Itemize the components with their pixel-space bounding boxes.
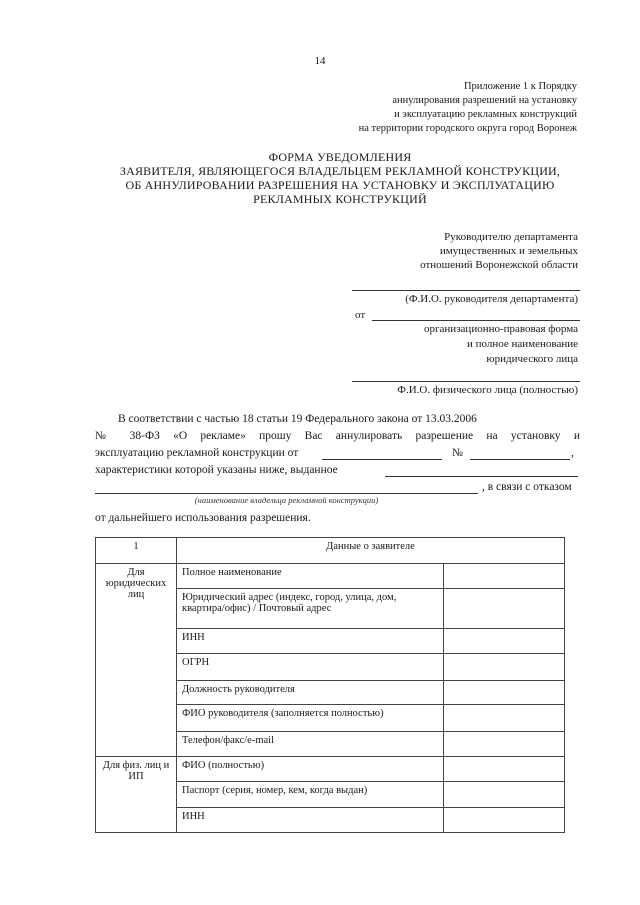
field-label: Телефон/факс/e-mail xyxy=(177,732,444,757)
field-label: Полное наименование xyxy=(177,564,444,589)
value-cell[interactable] xyxy=(444,782,565,808)
appendix-line: аннулирования разрешений на установку xyxy=(392,95,577,106)
person-fio-caption: Ф.И.О. физического лица (полностью) xyxy=(397,384,578,396)
body-line: № 38-ФЗ «О рекламе» прошу Вас аннулировать разрешение на установку и xyxy=(95,430,580,442)
permit-number-line[interactable] xyxy=(470,459,570,460)
table-header-title: Данные о заявителе xyxy=(177,538,565,564)
permit-date-line[interactable] xyxy=(322,459,442,460)
value-cell[interactable] xyxy=(444,808,565,833)
legal-entity-group-label: Для юридических лиц xyxy=(96,564,177,757)
table-row xyxy=(96,564,565,589)
value-cell[interactable] xyxy=(444,654,565,681)
applicant-data-table xyxy=(95,537,565,833)
owner-caption: (наименование владельца рекламной конструкции) xyxy=(194,495,379,505)
org-caption-line: организационно-правовая форма xyxy=(424,323,578,335)
from-line[interactable] xyxy=(372,320,580,321)
appendix-line: Приложение 1 к Порядку xyxy=(463,81,577,92)
field-label: ИНН xyxy=(177,808,444,833)
addressee-block xyxy=(420,230,578,272)
value-cell[interactable] xyxy=(444,681,565,705)
head-fio-caption: (Ф.И.О. руководителя департамента) xyxy=(405,293,578,305)
field-label: ФИО руководителя (заполняется полностью) xyxy=(177,705,444,732)
number-sign: № xyxy=(452,447,463,459)
body-line: эксплуатацию рекламной конструкции от xyxy=(95,447,299,459)
body-line: , в связи с отказом xyxy=(482,481,572,493)
person-fio-line[interactable] xyxy=(352,381,580,382)
field-label: ФИО (полностью) xyxy=(177,757,444,782)
value-cell[interactable] xyxy=(444,589,565,629)
form-title-line: ЗАЯВИТЕЛЯ, ЯВЛЯЮЩЕГОСЯ ВЛАДЕЛЬЦЕМ РЕКЛАМНОЙ КОНСТРУКЦИИ, xyxy=(119,164,561,178)
body-line: от дальнейшего использования разрешения. xyxy=(95,512,311,524)
field-label: ИНН xyxy=(177,629,444,654)
org-caption-line: и полное наименование xyxy=(467,338,578,350)
addressee-line: Руководителю департамента xyxy=(444,231,578,243)
value-cell[interactable] xyxy=(444,757,565,782)
body-line: характеристики которой указаны ниже, выданное xyxy=(95,464,338,476)
table-row xyxy=(96,757,565,782)
individual-group-label: Для физ. лиц и ИП xyxy=(96,757,177,833)
table-header-num: 1 xyxy=(96,538,177,564)
owner-name-line[interactable] xyxy=(95,493,478,494)
org-caption xyxy=(424,322,578,367)
value-cell[interactable] xyxy=(444,732,565,757)
issued-by-line[interactable] xyxy=(385,476,578,477)
form-title xyxy=(60,150,620,206)
field-label: Должность руководителя xyxy=(177,681,444,705)
appendix-line: на территории городского округа город Воронеж xyxy=(358,123,577,134)
value-cell[interactable] xyxy=(444,564,565,589)
appendix-line: и эксплуатацию рекламных конструкций xyxy=(394,109,577,120)
org-caption-line: юридического лица xyxy=(486,353,578,365)
field-label: ОГРН xyxy=(177,654,444,681)
form-title-line: ОБ АННУЛИРОВАНИИ РАЗРЕШЕНИЯ НА УСТАНОВКУ И ЭКСПЛУАТАЦИЮ xyxy=(125,178,555,192)
value-cell[interactable] xyxy=(444,629,565,654)
form-title-line: РЕКЛАМНЫХ КОНСТРУКЦИЙ xyxy=(253,192,427,206)
body-line: В соответствии с частью 18 статьи 19 Федерального закона от 13.03.2006 xyxy=(118,413,477,425)
addressee-line: отношений Воронежской области xyxy=(420,259,578,271)
table-header-row xyxy=(96,538,565,564)
comma: , xyxy=(571,447,574,459)
field-label: Паспорт (серия, номер, кем, когда выдан) xyxy=(177,782,444,808)
from-label: от xyxy=(355,309,366,321)
addressee-line: имущественных и земельных xyxy=(439,245,578,257)
appendix-reference xyxy=(359,80,577,136)
value-cell[interactable] xyxy=(444,705,565,732)
head-fio-line[interactable] xyxy=(352,290,580,291)
page-number: 14 xyxy=(314,55,326,67)
field-label: Юридический адрес (индекс, город, улица, дом, квартира/офис) / Почтовый адрес xyxy=(177,589,444,629)
form-title-line: ФОРМА УВЕДОМЛЕНИЯ xyxy=(268,150,412,164)
